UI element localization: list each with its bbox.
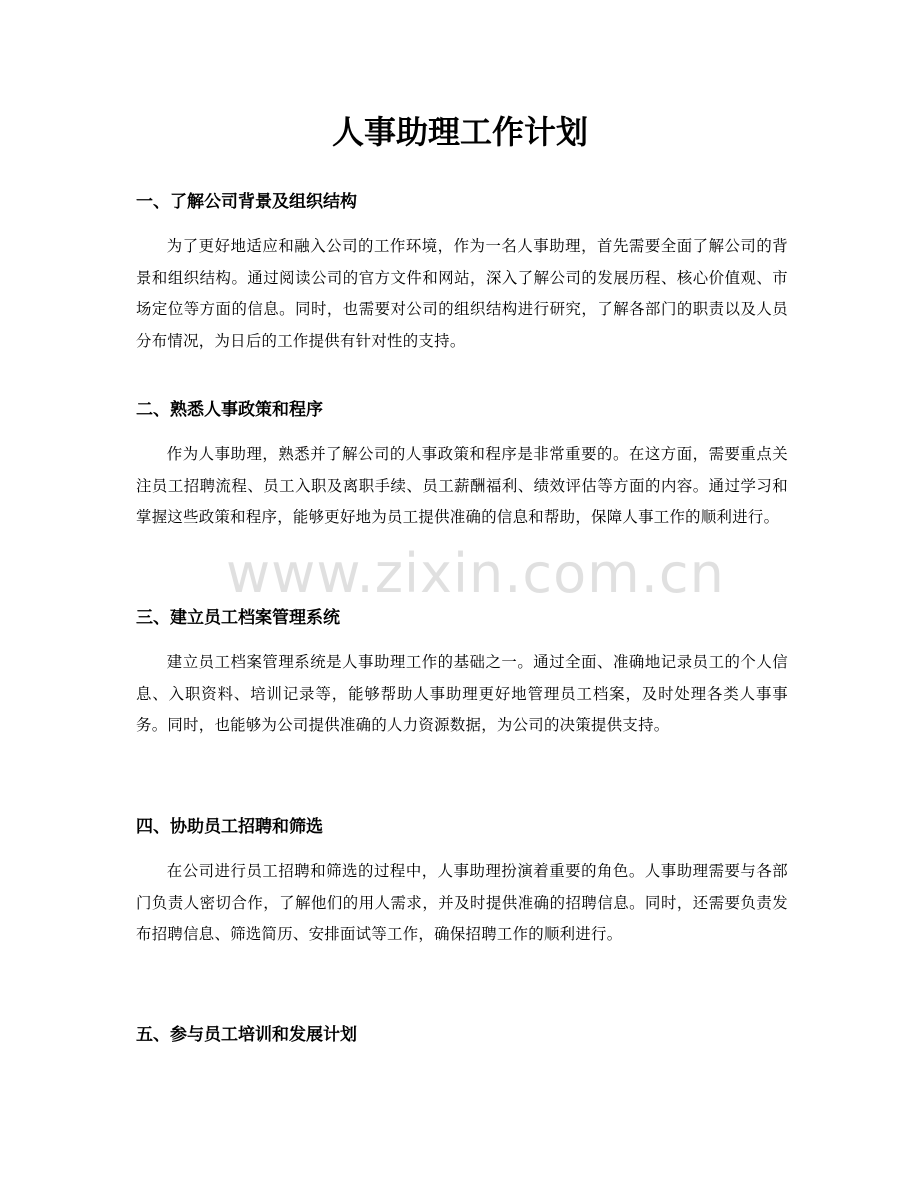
section-4 [136,814,788,951]
section-heading: 三、建立员工档案管理系统 [136,608,340,628]
section-3 [136,605,788,742]
section-1 [136,189,788,357]
watermark-text: www.zixin.com.cn [226,542,725,605]
section-heading: 二、熟悉人事政策和程序 [136,400,323,420]
section-paragraph: 作为人事助理，熟悉并了解公司的人事政策和程序是非常重要的。在这方面，需要重点关注员工招聘流程、员工入职及离职手续、员工薪酬福利、绩效评估等方面的内容。通过学习和掌握这些政策和程序，能够更好地为员工提供准确的信息和帮助，保障人事工作的顺利进行。 [136,445,788,526]
section-2 [136,397,788,534]
section-heading: 四、协助员工招聘和筛选 [136,817,323,837]
document-title: 人事助理工作计划 [331,113,588,151]
section-paragraph: 建立员工档案管理系统是人事助理工作的基础之一。通过全面、准确地记录员工的个人信息、入职资料、培训记录等，能够帮助人事助理更好地管理员工档案，及时处理各类人事事务。同时，也能够为公司提供准确的人力资源数据，为公司的决策提供支持。 [136,653,788,734]
section-5 [136,1022,788,1048]
section-paragraph: 在公司进行员工招聘和筛选的过程中，人事助理扮演着重要的角色。人事助理需要与各部门负责人密切合作，了解他们的用人需求，并及时提供准确的招聘信息。同时，还需要负责发布招聘信息、筛选简历、安排面试等工作，确保招聘工作的顺利进行。 [136,862,788,943]
section-heading: 五、参与员工培训和发展计划 [136,1025,357,1045]
section-heading: 一、了解公司背景及组织结构 [136,192,357,212]
section-paragraph: 为了更好地适应和融入公司的工作环境，作为一名人事助理，首先需要全面了解公司的背景和组织结构。通过阅读公司的官方文件和网站，深入了解公司的发展历程、核心价值观、市场定位等方面的信息。同时，也需要对公司的组织结构进行研究，了解各部门的职责以及人员分布情况，为日后的工作提供有针对性的支持。 [136,237,788,350]
